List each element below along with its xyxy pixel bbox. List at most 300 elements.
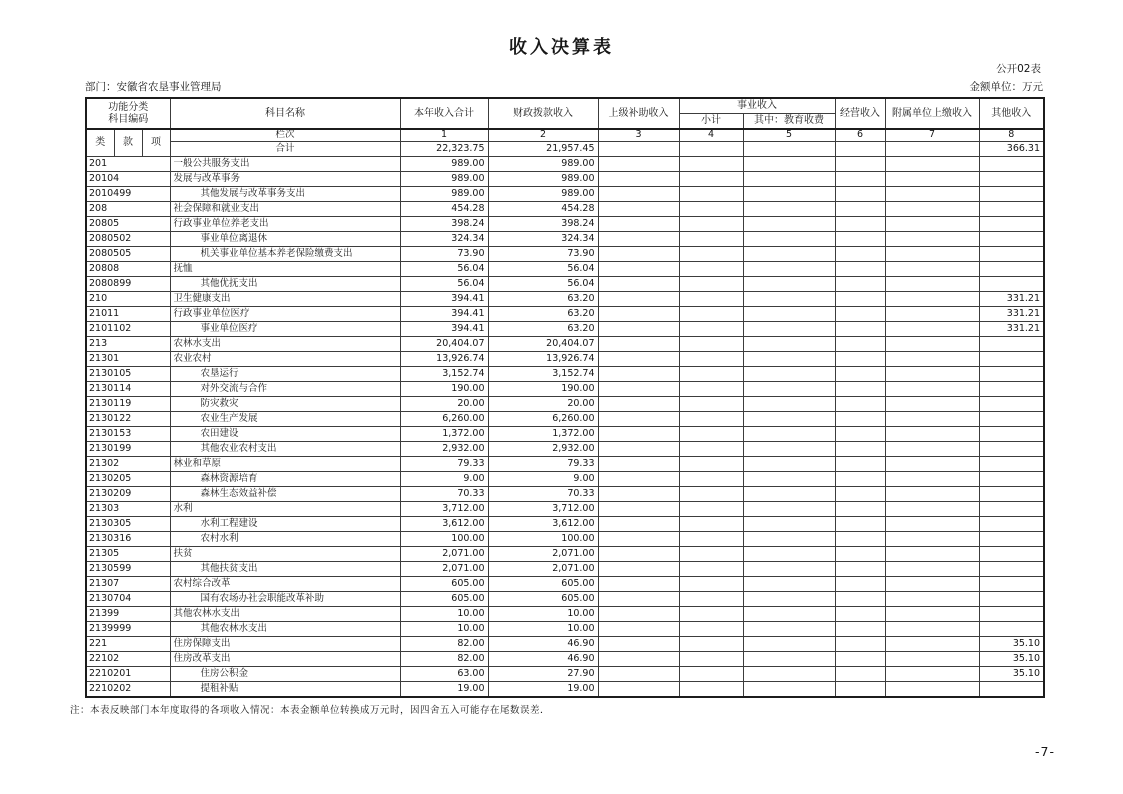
row-value-col3 [598, 337, 679, 352]
row-value-col3 [598, 412, 679, 427]
row-value-col4 [679, 337, 743, 352]
row-value-col5 [743, 682, 835, 698]
table-row [86, 622, 1044, 637]
row-value-col8 [979, 367, 1044, 382]
row-value-col7 [885, 427, 979, 442]
row-value-col5 [743, 502, 835, 517]
row-value-col2: 20.00 [488, 397, 598, 412]
row-value-col1: 9.00 [400, 472, 488, 487]
row-value-col8: 331.21 [979, 307, 1044, 322]
row-code: 21011 [86, 307, 170, 322]
row-subject-name: 事业单位医疗 [170, 322, 400, 337]
row-value-col7 [885, 262, 979, 277]
row-value-col2: 46.90 [488, 637, 598, 652]
row-value-col8 [979, 562, 1044, 577]
row-value-col1: 70.33 [400, 487, 488, 502]
row-value-col7 [885, 157, 979, 172]
row-value-col8 [979, 622, 1044, 637]
table-row [86, 577, 1044, 592]
row-code: 2130205 [86, 472, 170, 487]
total-value-col1: 22,323.75 [400, 142, 488, 157]
row-subject-name: 住房改革支出 [170, 652, 400, 667]
row-value-col1: 63.00 [400, 667, 488, 682]
row-value-col8 [979, 277, 1044, 292]
row-value-col1: 100.00 [400, 532, 488, 547]
col-number-3: 3 [598, 129, 679, 142]
row-value-col5 [743, 352, 835, 367]
row-value-col8 [979, 487, 1044, 502]
row-value-col6 [835, 442, 885, 457]
row-value-col8 [979, 427, 1044, 442]
row-value-col6 [835, 262, 885, 277]
row-value-col8 [979, 517, 1044, 532]
row-subject-name: 发展与改革事务 [170, 172, 400, 187]
row-value-col4 [679, 502, 743, 517]
row-value-col6 [835, 682, 885, 698]
row-code: 20805 [86, 217, 170, 232]
row-code: 2130704 [86, 592, 170, 607]
row-value-col6 [835, 352, 885, 367]
row-value-col7 [885, 217, 979, 232]
row-value-col7 [885, 472, 979, 487]
row-value-col3 [598, 592, 679, 607]
row-value-col1: 10.00 [400, 622, 488, 637]
row-value-col8 [979, 157, 1044, 172]
row-value-col5 [743, 637, 835, 652]
row-value-col4 [679, 667, 743, 682]
row-value-col2: 79.33 [488, 457, 598, 472]
table-row [86, 337, 1044, 352]
row-value-col2: 13,926.74 [488, 352, 598, 367]
row-value-col4 [679, 352, 743, 367]
row-value-col8: 35.10 [979, 667, 1044, 682]
row-value-col8 [979, 262, 1044, 277]
row-value-col5 [743, 607, 835, 622]
row-value-col5 [743, 667, 835, 682]
row-value-col2: 398.24 [488, 217, 598, 232]
header-code-group-line2: 科目编码 [108, 113, 149, 125]
row-code: 2130316 [86, 532, 170, 547]
row-value-col2: 324.34 [488, 232, 598, 247]
row-value-col4 [679, 292, 743, 307]
table-row [86, 322, 1044, 337]
row-code: 21302 [86, 457, 170, 472]
table-row [86, 292, 1044, 307]
row-value-col8 [979, 382, 1044, 397]
row-value-col1: 56.04 [400, 262, 488, 277]
table-row [86, 652, 1044, 667]
row-value-col6 [835, 307, 885, 322]
row-value-col5 [743, 247, 835, 262]
table-row [86, 532, 1044, 547]
row-value-col4 [679, 517, 743, 532]
row-value-col6 [835, 607, 885, 622]
table-row [86, 667, 1044, 682]
public-table-code: 公开02表 [996, 63, 1041, 75]
row-code: 21399 [86, 607, 170, 622]
row-value-col6 [835, 652, 885, 667]
header-code-group-line1: 功能分类 [108, 101, 149, 113]
row-value-col3 [598, 232, 679, 247]
row-value-col3 [598, 457, 679, 472]
row-value-col4 [679, 682, 743, 698]
header-row-1 [86, 98, 1044, 114]
row-value-col6 [835, 547, 885, 562]
header-col-lei: 类 [86, 129, 114, 157]
row-value-col7 [885, 232, 979, 247]
row-value-col4 [679, 487, 743, 502]
row-value-col6 [835, 472, 885, 487]
row-value-col2: 63.20 [488, 292, 598, 307]
row-code: 2130122 [86, 412, 170, 427]
table-row [86, 682, 1044, 698]
row-value-col6 [835, 292, 885, 307]
row-value-col8 [979, 412, 1044, 427]
row-value-col4 [679, 472, 743, 487]
row-value-col7 [885, 502, 979, 517]
row-value-col2: 63.20 [488, 307, 598, 322]
row-value-col2: 10.00 [488, 622, 598, 637]
row-code: 2130209 [86, 487, 170, 502]
row-code: 2210202 [86, 682, 170, 698]
row-value-col4 [679, 397, 743, 412]
row-value-col2: 56.04 [488, 262, 598, 277]
table-row [86, 307, 1044, 322]
row-value-col8 [979, 502, 1044, 517]
row-value-col4 [679, 457, 743, 472]
row-subject-name: 林业和草原 [170, 457, 400, 472]
header-col-kuan: 款 [114, 129, 142, 157]
row-value-col3 [598, 532, 679, 547]
row-value-col6 [835, 457, 885, 472]
row-value-col6 [835, 217, 885, 232]
row-value-col3 [598, 217, 679, 232]
row-value-col8: 331.21 [979, 322, 1044, 337]
page-title: 收入决算表 [509, 37, 614, 58]
header-total-income: 本年收入合计 [400, 98, 488, 129]
row-value-col6 [835, 382, 885, 397]
table-row [86, 607, 1044, 622]
row-value-col6 [835, 592, 885, 607]
row-subject-name: 住房保障支出 [170, 637, 400, 652]
row-value-col7 [885, 292, 979, 307]
total-value-col4 [679, 142, 743, 157]
row-value-col3 [598, 307, 679, 322]
row-code: 2080502 [86, 232, 170, 247]
row-code: 2130119 [86, 397, 170, 412]
row-value-col4 [679, 277, 743, 292]
row-value-col6 [835, 232, 885, 247]
row-value-col6 [835, 622, 885, 637]
row-value-col1: 3,612.00 [400, 517, 488, 532]
row-value-col7 [885, 487, 979, 502]
row-code: 21303 [86, 502, 170, 517]
row-value-col2: 20,404.07 [488, 337, 598, 352]
row-value-col2: 10.00 [488, 607, 598, 622]
header-operating-income: 经营收入 [835, 98, 885, 129]
row-value-col3 [598, 607, 679, 622]
row-value-col5 [743, 382, 835, 397]
page-number: -7- [1035, 744, 1055, 759]
row-value-col3 [598, 262, 679, 277]
row-value-col8 [979, 682, 1044, 698]
row-value-col4 [679, 157, 743, 172]
row-value-col8 [979, 547, 1044, 562]
row-value-col7 [885, 577, 979, 592]
row-value-col3 [598, 382, 679, 397]
row-value-col3 [598, 172, 679, 187]
row-value-col4 [679, 562, 743, 577]
row-value-col6 [835, 577, 885, 592]
row-value-col1: 190.00 [400, 382, 488, 397]
row-value-col2: 989.00 [488, 172, 598, 187]
row-value-col8 [979, 217, 1044, 232]
row-value-col4 [679, 427, 743, 442]
row-value-col3 [598, 247, 679, 262]
row-value-col3 [598, 187, 679, 202]
row-value-col7 [885, 592, 979, 607]
department-label: 部门：安徽省农垦事业管理局 [85, 81, 222, 93]
row-value-col3 [598, 427, 679, 442]
row-value-col8 [979, 187, 1044, 202]
row-value-col4 [679, 367, 743, 382]
row-value-col6 [835, 157, 885, 172]
row-value-col1: 2,071.00 [400, 562, 488, 577]
table-row [86, 412, 1044, 427]
row-value-col8 [979, 397, 1044, 412]
row-code: 2080899 [86, 277, 170, 292]
row-code: 2130599 [86, 562, 170, 577]
row-value-col2: 73.90 [488, 247, 598, 262]
total-value-col7 [885, 142, 979, 157]
row-code: 2101102 [86, 322, 170, 337]
row-value-col5 [743, 547, 835, 562]
row-value-col2: 989.00 [488, 157, 598, 172]
row-value-col7 [885, 442, 979, 457]
row-value-col3 [598, 322, 679, 337]
row-value-col7 [885, 517, 979, 532]
row-subject-name: 一般公共服务支出 [170, 157, 400, 172]
row-value-col3 [598, 487, 679, 502]
row-value-col8 [979, 592, 1044, 607]
total-value-col3 [598, 142, 679, 157]
table-row [86, 187, 1044, 202]
table-row [86, 502, 1044, 517]
row-value-col1: 56.04 [400, 277, 488, 292]
row-value-col4 [679, 202, 743, 217]
row-code: 21307 [86, 577, 170, 592]
row-value-col6 [835, 562, 885, 577]
row-value-col8 [979, 172, 1044, 187]
table-row [86, 562, 1044, 577]
row-subject-name: 农业生产发展 [170, 412, 400, 427]
header-affiliated-income: 附属单位上缴收入 [885, 98, 979, 129]
row-value-col5 [743, 622, 835, 637]
row-value-col6 [835, 172, 885, 187]
row-value-col3 [598, 637, 679, 652]
row-value-col1: 73.90 [400, 247, 488, 262]
table-row [86, 397, 1044, 412]
table-row [86, 637, 1044, 652]
header-business-subtotal: 小计 [679, 114, 743, 130]
row-value-col4 [679, 232, 743, 247]
row-value-col2: 605.00 [488, 577, 598, 592]
row-value-col6 [835, 277, 885, 292]
row-subject-name: 行政事业单位医疗 [170, 307, 400, 322]
row-code: 208 [86, 202, 170, 217]
grand-total-row [86, 142, 1044, 157]
row-value-col3 [598, 397, 679, 412]
total-value-col8: 366.31 [979, 142, 1044, 157]
row-value-col2: 63.20 [488, 322, 598, 337]
table-row [86, 427, 1044, 442]
row-value-col7 [885, 652, 979, 667]
row-value-col3 [598, 292, 679, 307]
row-code: 20104 [86, 172, 170, 187]
row-value-col1: 20,404.07 [400, 337, 488, 352]
row-value-col5 [743, 427, 835, 442]
row-value-col3 [598, 562, 679, 577]
row-subject-name: 提租补贴 [170, 682, 400, 698]
row-subject-name: 扶贫 [170, 547, 400, 562]
table-row [86, 367, 1044, 382]
row-value-col6 [835, 637, 885, 652]
row-value-col7 [885, 277, 979, 292]
row-value-col6 [835, 322, 885, 337]
lanci-label: 栏次 [170, 129, 400, 142]
row-value-col6 [835, 202, 885, 217]
row-value-col6 [835, 397, 885, 412]
row-value-col2: 56.04 [488, 277, 598, 292]
row-subject-name: 事业单位离退休 [170, 232, 400, 247]
row-value-col4 [679, 592, 743, 607]
income-statement-table [85, 97, 1045, 698]
row-value-col8 [979, 247, 1044, 262]
row-subject-name: 农村水利 [170, 532, 400, 547]
row-value-col6 [835, 532, 885, 547]
header-fiscal-appropriation: 财政拨款收入 [488, 98, 598, 129]
row-value-col1: 6,260.00 [400, 412, 488, 427]
row-value-col8 [979, 337, 1044, 352]
row-value-col2: 2,071.00 [488, 547, 598, 562]
row-value-col3 [598, 442, 679, 457]
row-value-col5 [743, 337, 835, 352]
row-value-col1: 989.00 [400, 187, 488, 202]
row-code: 2130199 [86, 442, 170, 457]
row-value-col7 [885, 322, 979, 337]
row-subject-name: 行政事业单位养老支出 [170, 217, 400, 232]
table-row [86, 517, 1044, 532]
row-value-col5 [743, 412, 835, 427]
column-index-row [86, 129, 1044, 142]
table-row [86, 382, 1044, 397]
row-value-col1: 1,372.00 [400, 427, 488, 442]
row-value-col2: 605.00 [488, 592, 598, 607]
row-code: 2130105 [86, 367, 170, 382]
row-value-col1: 19.00 [400, 682, 488, 698]
row-value-col4 [679, 412, 743, 427]
row-value-col7 [885, 307, 979, 322]
row-subject-name: 农林水支出 [170, 337, 400, 352]
row-value-col7 [885, 622, 979, 637]
row-subject-name: 水利工程建设 [170, 517, 400, 532]
row-value-col2: 27.90 [488, 667, 598, 682]
table-row [86, 352, 1044, 367]
row-value-col4 [679, 382, 743, 397]
row-value-col6 [835, 337, 885, 352]
row-value-col5 [743, 292, 835, 307]
table-row [86, 202, 1044, 217]
table-row [86, 247, 1044, 262]
row-value-col1: 454.28 [400, 202, 488, 217]
row-value-col8 [979, 532, 1044, 547]
table-row [86, 277, 1044, 292]
row-code: 2130114 [86, 382, 170, 397]
row-value-col1: 2,932.00 [400, 442, 488, 457]
table-row [86, 157, 1044, 172]
row-value-col2: 2,071.00 [488, 562, 598, 577]
row-value-col5 [743, 202, 835, 217]
row-value-col4 [679, 547, 743, 562]
meta-row [85, 79, 1043, 94]
row-value-col2: 1,372.00 [488, 427, 598, 442]
row-code: 21305 [86, 547, 170, 562]
table-row [86, 547, 1044, 562]
col-number-4: 4 [679, 129, 743, 142]
row-value-col4 [679, 652, 743, 667]
total-value-col2: 21,957.45 [488, 142, 598, 157]
row-value-col2: 6,260.00 [488, 412, 598, 427]
row-code: 201 [86, 157, 170, 172]
row-value-col2: 19.00 [488, 682, 598, 698]
row-value-col5 [743, 397, 835, 412]
row-value-col3 [598, 577, 679, 592]
header-superior-subsidy: 上级补助收入 [598, 98, 679, 129]
row-subject-name: 抚恤 [170, 262, 400, 277]
row-subject-name: 其他发展与改革事务支出 [170, 187, 400, 202]
row-value-col2: 3,152.74 [488, 367, 598, 382]
row-subject-name: 卫生健康支出 [170, 292, 400, 307]
row-value-col8 [979, 472, 1044, 487]
row-value-col3 [598, 682, 679, 698]
row-value-col3 [598, 667, 679, 682]
row-value-col5 [743, 562, 835, 577]
header-business-education-fee: 其中：教育收费 [743, 114, 835, 130]
row-value-col5 [743, 442, 835, 457]
row-subject-name: 国有农场办社会职能改革补助 [170, 592, 400, 607]
row-value-col1: 2,071.00 [400, 547, 488, 562]
row-value-col4 [679, 442, 743, 457]
row-subject-name: 住房公积金 [170, 667, 400, 682]
row-code: 221 [86, 637, 170, 652]
row-code: 20808 [86, 262, 170, 277]
row-value-col4 [679, 322, 743, 337]
row-value-col3 [598, 547, 679, 562]
row-value-col5 [743, 217, 835, 232]
amount-unit-label: 金额单位：万元 [969, 81, 1043, 93]
row-code: 2130305 [86, 517, 170, 532]
row-value-col3 [598, 367, 679, 382]
col-number-1: 1 [400, 129, 488, 142]
row-subject-name: 社会保障和就业支出 [170, 202, 400, 217]
table-row [86, 442, 1044, 457]
footnote: 注：本表反映部门本年度取得的各项收入情况：本表金额单位转换成万元时，因四舍五入可能存在尾数误差． [70, 705, 551, 716]
row-code: 2130153 [86, 427, 170, 442]
row-value-col1: 3,712.00 [400, 502, 488, 517]
row-value-col7 [885, 172, 979, 187]
row-value-col7 [885, 637, 979, 652]
row-value-col1: 10.00 [400, 607, 488, 622]
